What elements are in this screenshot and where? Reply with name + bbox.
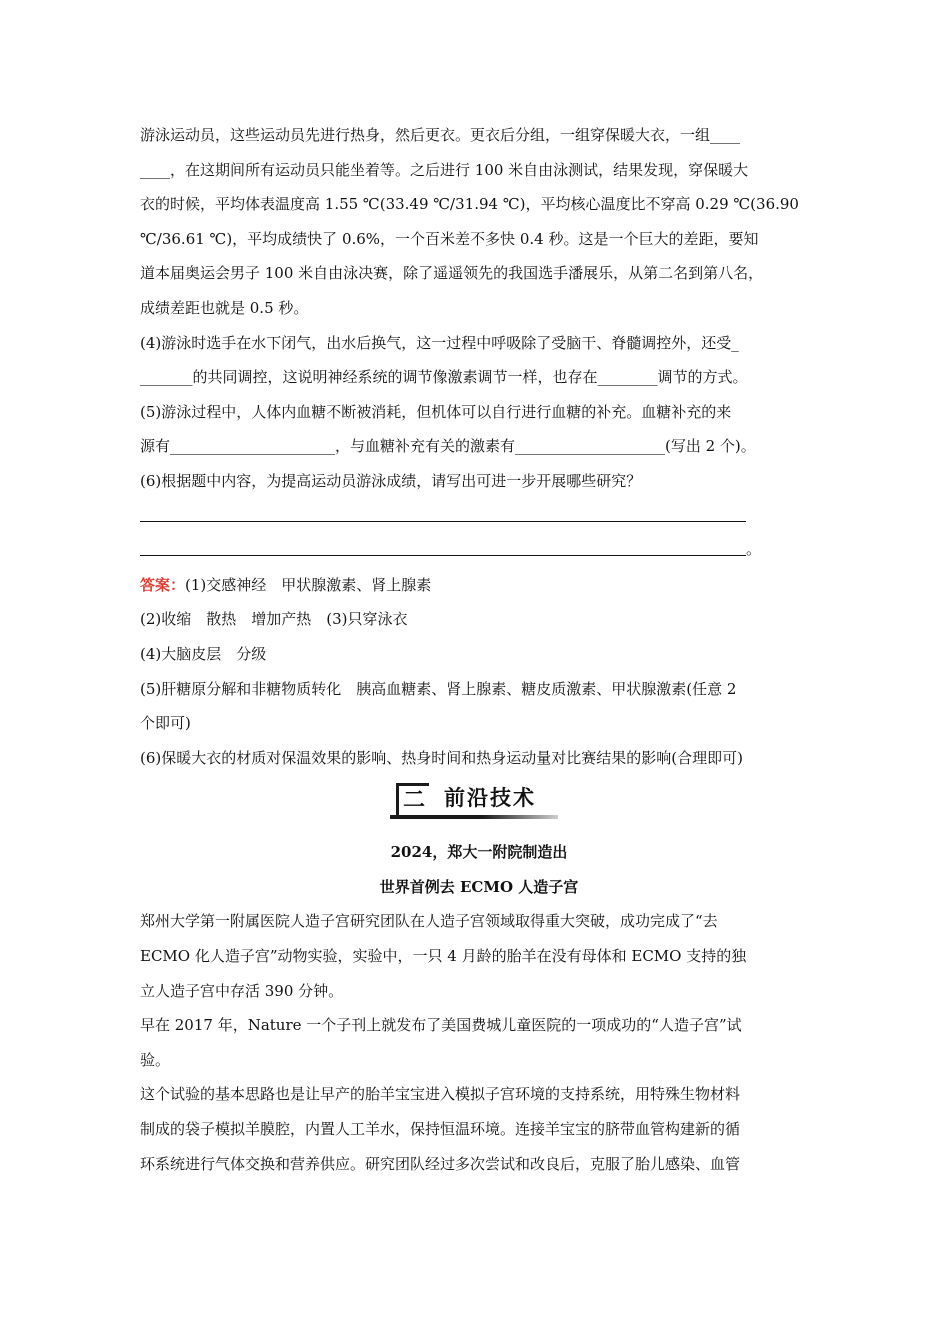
- article: [140, 835, 818, 1181]
- blank-rule: [140, 555, 746, 556]
- text-line: ℃/36.61 ℃)，平均成绩快了 0.6%，一个百米差不多快 0.4 秒。这是一个巨大的差距，要知: [140, 229, 759, 248]
- article-title-line-1: 2024，郑大一附院制造出: [390, 843, 568, 862]
- answer-line: (2)收缩 散热 增加产热 (3)只穿泳衣: [140, 610, 408, 629]
- text-line: (5)游泳过程中，人体内血糖不断被消耗，但机体可以自行进行血糖的补充。血糖补充的来: [140, 402, 732, 421]
- text-line: (6)根据题中内容，为提高运动员游泳成绩，请写出可进一步开展哪些研究？: [140, 471, 642, 490]
- text-line: ____，在这期间所有运动员只能坐着等。之后进行 100 米自由泳测试，结果发现，穿保暖大: [140, 160, 749, 179]
- section-title: 前沿技术: [444, 786, 536, 811]
- answer-line: 个即可): [140, 714, 191, 733]
- blank-end-mark: 。: [746, 540, 762, 559]
- answer-text: (1)交感神经 甲状腺激素、肾上腺素: [185, 575, 432, 594]
- answer-block: [140, 568, 818, 776]
- article-title-line-2: 世界首例去 ECMO 人造子宫: [379, 877, 579, 896]
- text-line: 环系统进行气体交换和营养供应。研究团队经过多次尝试和改良后，克服了胎儿感染、血管: [140, 1154, 741, 1173]
- question-4: [140, 326, 818, 395]
- text-line: 游泳运动员，这些运动员先进行热身，然后更衣。更衣后分组，一组穿保暖大衣，一组____: [140, 126, 741, 144]
- text-line: 衣的时候，平均体表温度高 1.55 ℃(33.49 ℃/31.94 ℃)，平均核心温度比不穿高 0.29 ℃(36.90: [140, 195, 799, 214]
- answer-line: [140, 568, 818, 603]
- text-line: 验。: [140, 1050, 171, 1069]
- answer-label: 答案：: [140, 575, 186, 594]
- answer-line: (6)保暖大衣的材质对保温效果的影响、热身时间和热身运动量对比赛结果的影响(合理即可): [140, 748, 743, 767]
- section-number: 二: [396, 783, 429, 819]
- text-line: (4)游泳时选手在水下闭气，出水后换气，这一过程中呼吸除了受脑干、脊髓调控外，还受_: [140, 333, 739, 352]
- text-line: 道本届奥运会男子 100 米自由泳决赛，除了遥遥领先的我国选手潘展乐，从第二名到第八名，: [140, 264, 764, 283]
- text-line: 郑州大学第一附属医院人造子宫研究团队在人造子宫领域取得重大突破，成功完成了“去: [140, 912, 718, 931]
- intro-paragraph: [140, 118, 818, 326]
- text-line: 早在 2017 年，Nature 一个子刊上就发布了美国费城儿童医院的一项成功的“人造子宫”试: [140, 1016, 742, 1035]
- answer-blank-line: [140, 499, 818, 534]
- text-line: ECMO 化人造子宫”动物实验，实验中，一只 4 月龄的胎羊在没有母体和 ECMO 支持的独: [140, 947, 747, 966]
- question-6: [140, 464, 818, 568]
- section-heading: [140, 777, 818, 829]
- text-line: 源有______________________，与血糖补充有关的激素有____________________(写出 2 个)。: [140, 437, 756, 456]
- text-line: 这个试验的基本思路也是让早产的胎羊宝宝进入模拟子宫环境的支持系统，用特殊生物材料: [140, 1085, 741, 1104]
- section-underbar: [390, 815, 558, 819]
- answer-blank-line: [140, 533, 818, 568]
- text-line: 立人造子宫中存活 390 分钟。: [140, 981, 344, 1000]
- text-line: 成绩差距也就是 0.5 秒。: [140, 298, 309, 317]
- text-line: _______的共同调控，这说明神经系统的调节像激素调节一样，也存在________调节的方式。: [140, 368, 748, 387]
- section-badge: [390, 781, 558, 817]
- document-page: [140, 118, 818, 1181]
- answer-line: (4)大脑皮层 分级: [140, 644, 267, 663]
- question-5: [140, 395, 818, 464]
- text-line: 制成的袋子模拟羊膜腔，内置人工羊水，保持恒温环境。连接羊宝宝的脐带血管构建新的循: [140, 1120, 741, 1139]
- answer-line: (5)肝糖原分解和非糖物质转化 胰高血糖素、肾上腺素、糖皮质激素、甲状腺激素(任意 2: [140, 679, 737, 698]
- blank-rule: [140, 521, 746, 522]
